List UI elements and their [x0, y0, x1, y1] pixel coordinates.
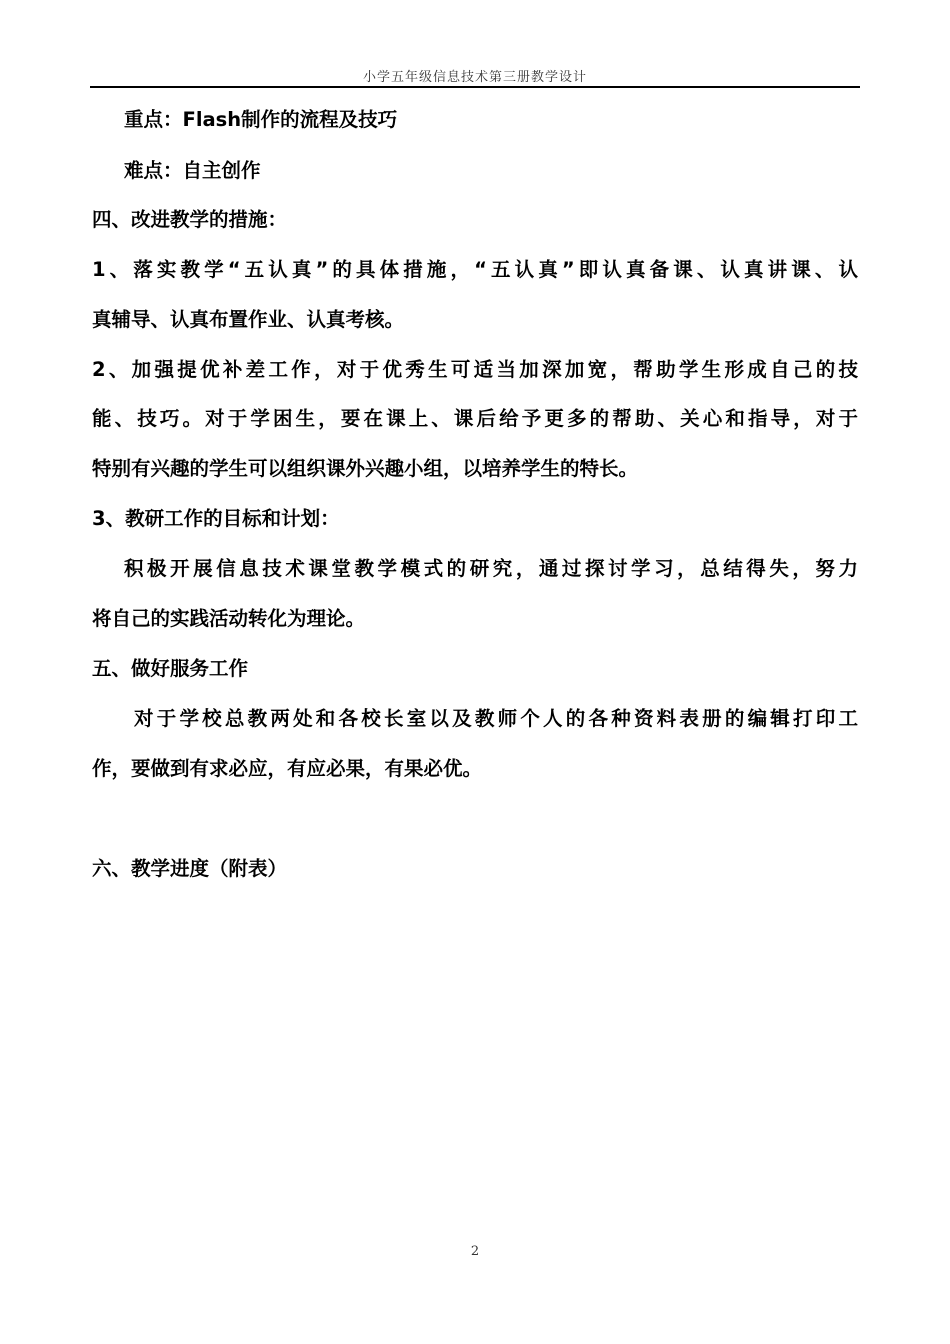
subsection-heading-research: 3、教研工作的目标和计划： — [92, 507, 340, 530]
paragraph-line: 1、落实教学“五认真”的具体措施，“五认真”即认真备课、认真讲课、认 — [92, 258, 858, 281]
section-heading-improvement: 四、改进教学的措施： — [92, 208, 288, 231]
paragraph-line: 将自己的实践活动转化为理论。 — [92, 607, 366, 630]
page-header — [90, 62, 860, 88]
header-title: 小学五年级信息技术第三册教学设计 — [362, 70, 587, 85]
paragraph-line: 作，要做到有求必应，有应必果，有果必优。 — [92, 757, 483, 780]
section-heading-schedule: 六、教学进度（附表） — [92, 857, 288, 880]
page-number: 2 — [470, 1244, 480, 1259]
paragraph-line: 2、加强提优补差工作，对于优秀生可适当加深加宽，帮助学生形成自己的技 — [92, 358, 858, 381]
paragraph-line: 积极开展信息技术课堂教学模式的研究，通过探讨学习，总结得失，努力 — [124, 557, 858, 580]
paragraph-line: 对于学校总教两处和各校长室以及教师个人的各种资料表册的编辑打印工 — [134, 707, 858, 730]
difficulty-line: 难点：自主创作 — [124, 159, 261, 182]
paragraph-line: 能、技巧。对于学困生，要在课上、课后给予更多的帮助、关心和指导，对于 — [92, 407, 858, 430]
section-heading-service: 五、做好服务工作 — [92, 657, 249, 680]
paragraph-line: 特别有兴趣的学生可以组织课外兴趣小组，以培养学生的特长。 — [92, 457, 639, 480]
paragraph-line: 真辅导、认真布置作业、认真考核。 — [92, 308, 405, 331]
key-point-line: 重点：Flash制作的流程及技巧 — [124, 108, 398, 131]
